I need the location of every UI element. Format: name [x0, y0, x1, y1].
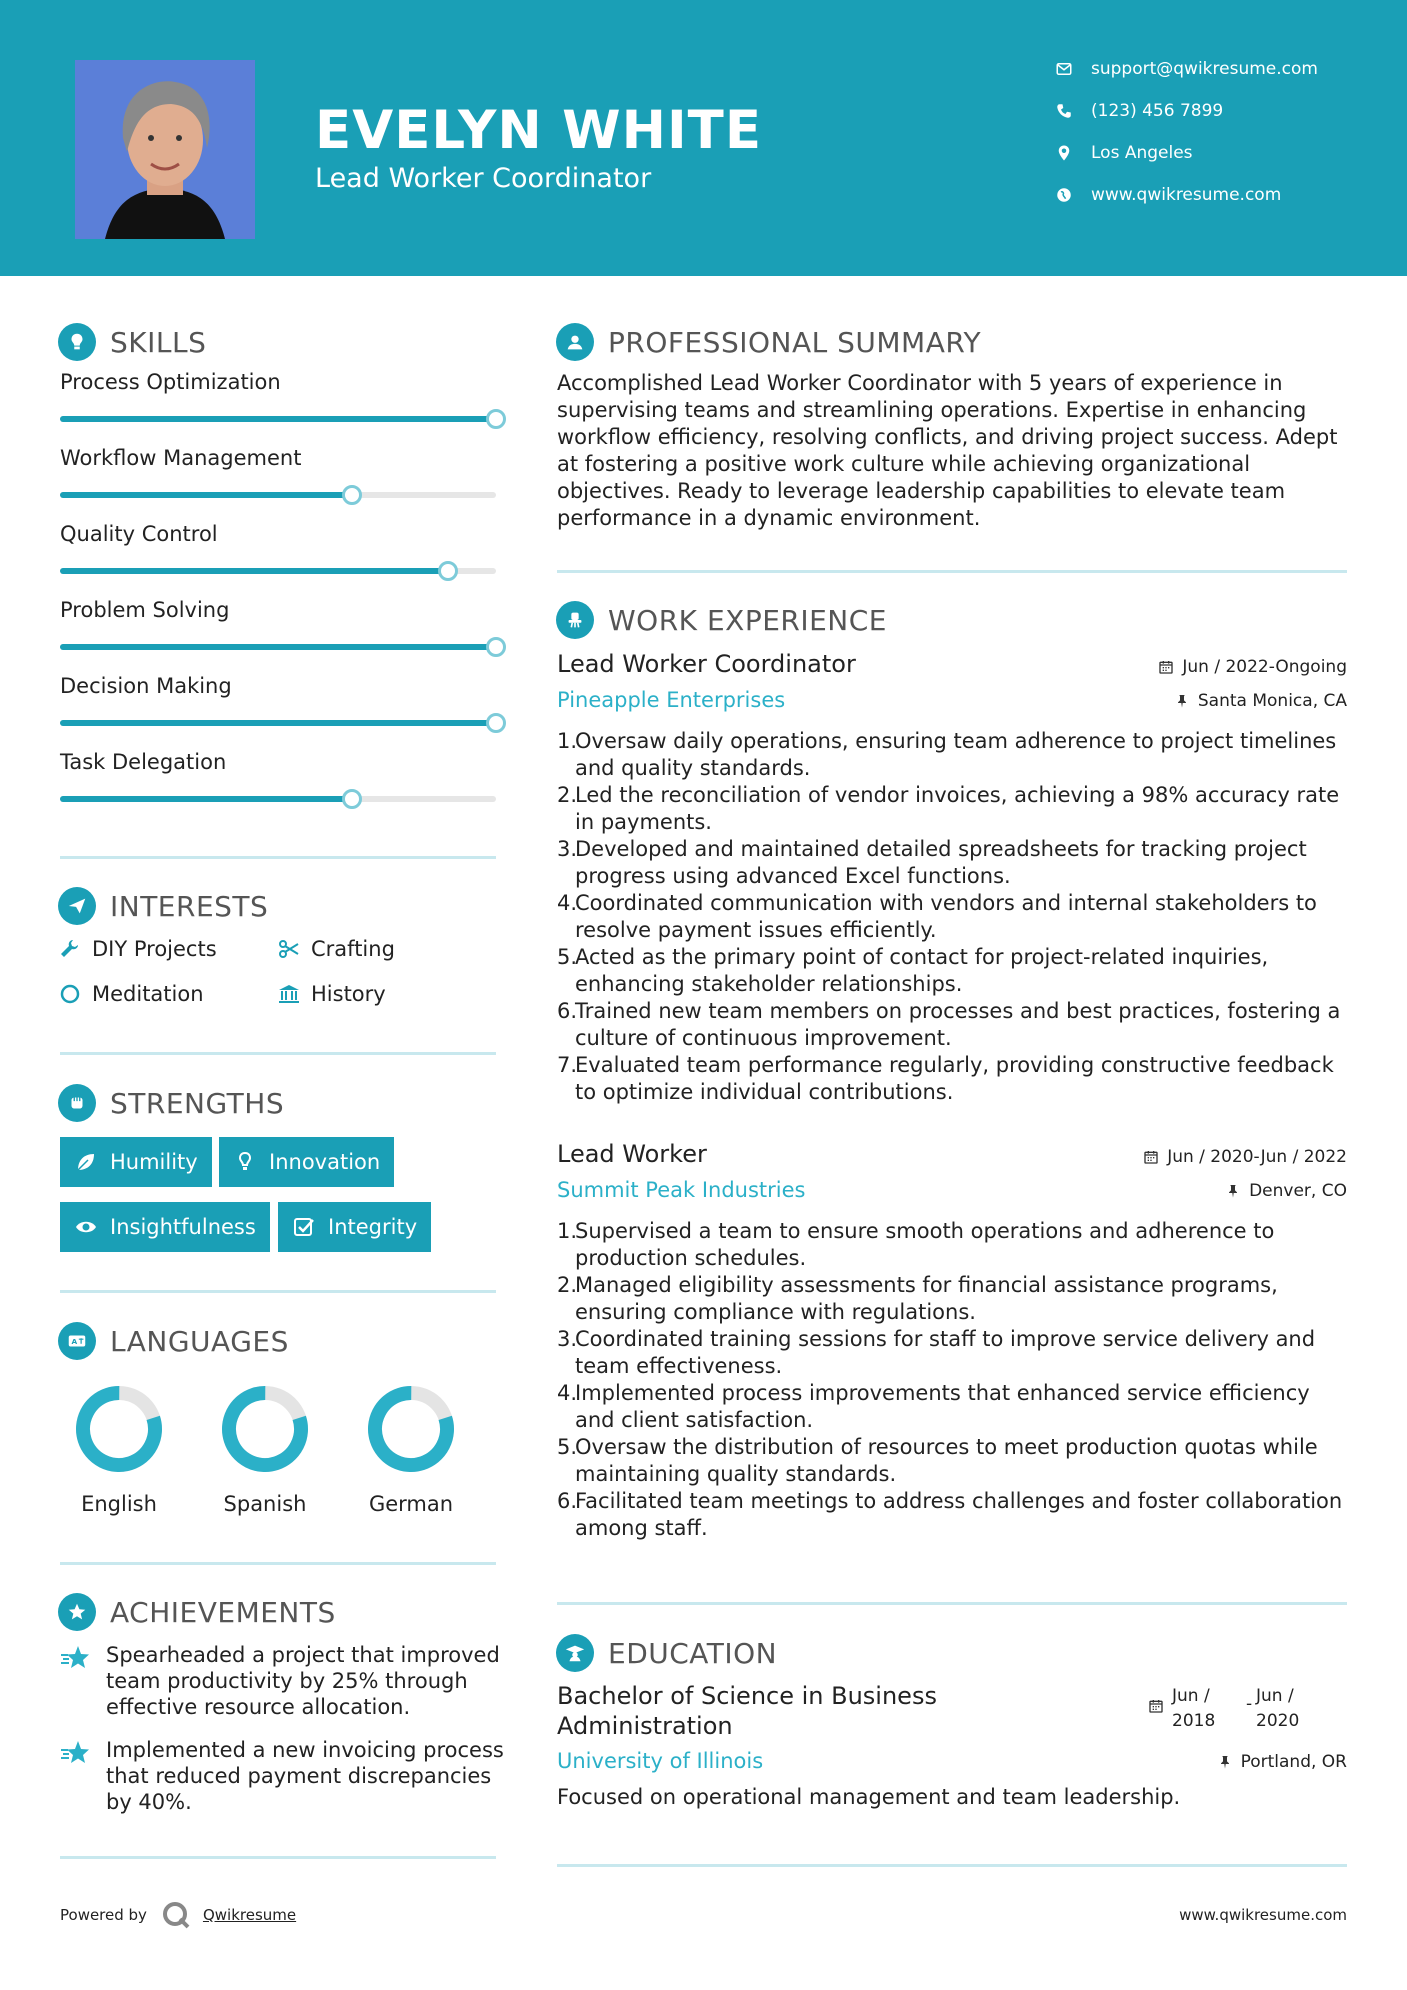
- map-pin-icon: [1055, 144, 1073, 162]
- divider: [60, 1052, 496, 1055]
- language-icon: [58, 1322, 96, 1360]
- paper-plane-icon: [58, 887, 96, 925]
- languages-heading: [58, 1322, 289, 1360]
- list-text: Acted as the primary point of contact for project-related inquiries, enhancing stakeholder relationships.: [575, 945, 1269, 996]
- job-location: [1225, 1181, 1347, 1201]
- skill-bar-knob: [438, 561, 458, 581]
- list-number: 6.: [557, 999, 578, 1023]
- education-end: [1256, 1684, 1299, 1734]
- user-icon: [556, 323, 594, 361]
- interest-item: [277, 982, 386, 1006]
- list-item: [557, 782, 1352, 836]
- graduate-icon: [556, 1634, 594, 1672]
- scissors-icon: [277, 937, 301, 961]
- strength-label: Integrity: [328, 1215, 418, 1239]
- summary-text: Accomplished Lead Worker Coordinator with 5 years of experience in supervising teams and streamlining operations. Expertise in enhancing workflow efficiency, resolving conflicts, and driving project success. Adept at fostering a positive work culture while achieving organizational objectives. Ready to leverage leadership capabilities to elevate team performance in a dynamic environment.: [557, 371, 1338, 530]
- skill-bar-knob: [342, 485, 362, 505]
- divider: [557, 1602, 1347, 1605]
- divider: [60, 1856, 496, 1859]
- contact-website[interactable]: [1055, 185, 1281, 205]
- interests-heading: [58, 887, 268, 925]
- strengths-title: STRENGTHS: [110, 1086, 285, 1120]
- phone-text: (123) 456 7899: [1091, 101, 1224, 121]
- list-text: Managed eligibility assessments for financial assistance programs, ensuring compliance with regulations.: [575, 1273, 1278, 1324]
- leaf-icon: [74, 1150, 98, 1174]
- list-number: 7.: [557, 1053, 578, 1077]
- fist-icon: [58, 1084, 96, 1122]
- summary-title: PROFESSIONAL SUMMARY: [608, 325, 982, 359]
- degree-line: Administration: [557, 1712, 733, 1740]
- job-responsibilities: [557, 728, 1352, 1106]
- powered-by-text: Powered by: [60, 1906, 147, 1924]
- location-text: Los Angeles: [1091, 143, 1193, 163]
- strength-label: Insightfulness: [110, 1215, 256, 1239]
- brand-link[interactable]: Qwikresume: [202, 1906, 297, 1924]
- list-number: 1.: [557, 1219, 578, 1243]
- strength-badge: [60, 1137, 212, 1187]
- language-donut: [74, 1384, 164, 1474]
- experience-title: WORK EXPERIENCE: [608, 603, 887, 637]
- list-number: 2.: [557, 1273, 578, 1297]
- divider: [60, 1562, 496, 1565]
- achievement-item: [60, 1737, 510, 1815]
- wrench-icon: [58, 937, 82, 961]
- strength-label: Humility: [110, 1150, 198, 1174]
- envelope-icon: [1055, 60, 1073, 78]
- skill-bar: [60, 644, 496, 650]
- list-text: Oversaw the distribution of resources to meet production quotas while maintaining quality standards.: [575, 1435, 1318, 1486]
- lightbulb-icon: [58, 323, 96, 361]
- strength-badge: [60, 1202, 270, 1252]
- list-item: [557, 728, 1352, 782]
- job-dates-text: Jun / 2020-Jun / 2022: [1167, 1147, 1347, 1167]
- list-text: Coordinated communication with vendors and internal stakeholders to resolve payment issues efficiently.: [575, 891, 1317, 942]
- interest-item: [277, 937, 395, 961]
- skill-bar-knob: [486, 637, 506, 657]
- briefcase-chair-icon: [556, 601, 594, 639]
- skill-bar: [60, 720, 496, 726]
- skill-bar: [60, 796, 496, 802]
- skill-label: Workflow Management: [60, 446, 302, 470]
- interest-label: Meditation: [92, 982, 204, 1006]
- list-item: [557, 1434, 1352, 1488]
- language-label: Spanish: [223, 1492, 307, 1516]
- list-number: 1.: [557, 729, 578, 753]
- contact-phone[interactable]: [1055, 101, 1223, 121]
- skill-label: Task Delegation: [60, 750, 227, 774]
- skill-bar: [60, 568, 496, 574]
- skills-heading: [58, 323, 206, 361]
- skills-title: SKILLS: [110, 325, 207, 359]
- candidate-title: Lead Worker Coordinator: [315, 163, 652, 194]
- interest-label: DIY Projects: [92, 937, 217, 961]
- star-badge-icon: [58, 1593, 96, 1631]
- skill-bar-fill: [60, 644, 496, 650]
- pushpin-icon: [1225, 1183, 1241, 1199]
- star-icon: [60, 1644, 92, 1672]
- language-item: [336, 1384, 486, 1516]
- list-text: Facilitated team meetings to address challenges and foster collaboration among staff.: [575, 1489, 1343, 1540]
- divider: [60, 856, 496, 859]
- list-number: 3.: [557, 837, 578, 861]
- experience-heading: [556, 601, 887, 639]
- checkbox-icon: [292, 1215, 316, 1239]
- contact-email[interactable]: [1055, 59, 1318, 79]
- list-text: Oversaw daily operations, ensuring team adherence to project timelines and quality standards.: [575, 729, 1337, 780]
- skill-bar-fill: [60, 568, 448, 574]
- date-dash: -: [1246, 1694, 1253, 1714]
- achievements-title: ACHIEVEMENTS: [110, 1595, 336, 1629]
- languages-title: LANGUAGES: [110, 1324, 289, 1358]
- education-location: [1217, 1752, 1347, 1772]
- footer-powered-by: [60, 1900, 296, 1930]
- school-name: University of Illinois: [557, 1749, 764, 1773]
- list-number: 4.: [557, 1381, 578, 1405]
- summary-heading: [556, 323, 981, 361]
- list-text: Coordinated training sessions for staff to improve service delivery and team effectiveness.: [575, 1327, 1316, 1378]
- phone-icon: [1055, 102, 1073, 120]
- skill-label: Process Optimization: [60, 370, 281, 394]
- skill-bar-fill: [60, 720, 496, 726]
- strength-label: Innovation: [269, 1150, 381, 1174]
- skill-label: Decision Making: [60, 674, 232, 698]
- degree-line: Bachelor of Science in Business: [557, 1682, 937, 1710]
- candidate-name: EVELYN WHITE: [315, 100, 763, 161]
- list-text: Led the reconciliation of vendor invoices, achieving a 98% accuracy rate in payments.: [575, 783, 1340, 834]
- pushpin-icon: [1174, 693, 1190, 709]
- qwikresume-logo-icon: [161, 1900, 191, 1930]
- divider: [557, 1864, 1347, 1867]
- job-responsibilities: [557, 1218, 1352, 1542]
- achievements-heading: [58, 1593, 336, 1631]
- list-item: [557, 944, 1352, 998]
- job-dates: [1158, 657, 1347, 677]
- language-donut: [366, 1384, 456, 1474]
- website-text: www.qwikresume.com: [1091, 185, 1282, 205]
- contact-location: [1055, 143, 1193, 163]
- skill-bar-knob: [486, 409, 506, 429]
- job-location-text: Santa Monica, CA: [1197, 691, 1347, 711]
- interest-label: Crafting: [311, 937, 395, 961]
- footer-website[interactable]: www.qwikresume.com: [1179, 1906, 1347, 1924]
- list-number: 6.: [557, 1489, 578, 1513]
- end-year: 2020: [1256, 1711, 1300, 1731]
- divider: [557, 570, 1347, 573]
- company-name: Summit Peak Industries: [557, 1178, 806, 1202]
- list-item: [557, 1218, 1352, 1272]
- language-item: [44, 1384, 194, 1516]
- list-item: [557, 1488, 1352, 1542]
- circle-icon: [58, 982, 82, 1006]
- calendar-icon: [1143, 1149, 1159, 1165]
- list-number: 4.: [557, 891, 578, 915]
- skill-bar: [60, 492, 496, 498]
- donut-fill: [366, 1384, 456, 1474]
- globe-icon: [1055, 186, 1073, 204]
- interests-title: INTERESTS: [110, 889, 269, 923]
- start-month: Jun /: [1172, 1686, 1210, 1706]
- job-location-text: Denver, CO: [1249, 1181, 1347, 1201]
- education-title: EDUCATION: [608, 1636, 778, 1670]
- language-item: [190, 1384, 340, 1516]
- resume-header: [0, 0, 1407, 276]
- education-heading: [556, 1634, 777, 1672]
- education-location-text: Portland, OR: [1240, 1752, 1347, 1772]
- strength-badge: [278, 1202, 431, 1252]
- skill-bar: [60, 416, 496, 422]
- list-item: [557, 1052, 1352, 1106]
- degree: [557, 1681, 987, 1741]
- list-item: [557, 836, 1352, 890]
- list-number: 2.: [557, 783, 578, 807]
- skill-bar-knob: [486, 713, 506, 733]
- skill-bar-fill: [60, 492, 352, 498]
- museum-icon: [277, 982, 301, 1006]
- pushpin-icon: [1217, 1754, 1233, 1770]
- education-description: Focused on operational management and team leadership.: [557, 1785, 1181, 1809]
- achievement-text: Implemented a new invoicing process that reduced payment discrepancies by 40%.: [106, 1738, 504, 1814]
- start-year: 2018: [1172, 1711, 1216, 1731]
- job-dates: [1143, 1147, 1347, 1167]
- job-title: Lead Worker Coordinator: [557, 650, 856, 678]
- list-number: 5.: [557, 945, 578, 969]
- language-label: German: [368, 1492, 454, 1516]
- language-label: English: [81, 1492, 157, 1516]
- end-month: Jun /: [1256, 1686, 1294, 1706]
- company-name: Pineapple Enterprises: [557, 688, 786, 712]
- list-number: 3.: [557, 1327, 578, 1351]
- list-item: [557, 1272, 1352, 1326]
- profile-photo: [75, 60, 255, 239]
- interest-item: [58, 937, 217, 961]
- list-text: Trained new team members on processes and best practices, fostering a culture of continuous improvement.: [575, 999, 1341, 1050]
- strengths-heading: [58, 1084, 284, 1122]
- education-start: [1172, 1684, 1246, 1734]
- interest-label: History: [311, 982, 386, 1006]
- job-title: Lead Worker: [557, 1140, 707, 1168]
- skill-label: Problem Solving: [60, 598, 230, 622]
- eye-icon: [74, 1215, 98, 1239]
- achievement-text: Spearheaded a project that improved team productivity by 25% through effective resource allocation.: [106, 1643, 500, 1719]
- skill-label: Quality Control: [60, 522, 218, 546]
- list-item: [557, 890, 1352, 944]
- language-donut: [220, 1384, 310, 1474]
- education-dates: [1148, 1684, 1299, 1734]
- achievement-item: [60, 1642, 510, 1720]
- list-number: 5.: [557, 1435, 578, 1459]
- email-text: support@qwikresume.com: [1091, 59, 1318, 79]
- donut-fill: [220, 1384, 310, 1474]
- list-item: [557, 1380, 1352, 1434]
- svg-text:A: A: [71, 1337, 78, 1347]
- divider: [60, 1290, 496, 1293]
- job-dates-text: Jun / 2022-Ongoing: [1182, 657, 1347, 677]
- interest-item: [58, 982, 204, 1006]
- lightbulb-icon: [233, 1150, 257, 1174]
- skill-bar-fill: [60, 416, 496, 422]
- list-item: [557, 1326, 1352, 1380]
- calendar-icon: [1148, 1698, 1164, 1714]
- donut-fill: [74, 1384, 164, 1474]
- list-text: Evaluated team performance regularly, providing constructive feedback to optimize individual contributions.: [575, 1053, 1334, 1104]
- list-item: [557, 998, 1352, 1052]
- strength-badge: [219, 1137, 394, 1187]
- job-location: [1174, 691, 1347, 711]
- list-text: Supervised a team to ensure smooth operations and adherence to production schedules.: [575, 1219, 1275, 1270]
- skill-bar-knob: [342, 789, 362, 809]
- list-text: Developed and maintained detailed spreadsheets for tracking project progress using advanced Excel functions.: [575, 837, 1307, 888]
- skill-bar-fill: [60, 796, 352, 802]
- list-text: Implemented process improvements that enhanced service efficiency and client satisfaction.: [575, 1381, 1310, 1432]
- calendar-icon: [1158, 659, 1174, 675]
- star-icon: [60, 1739, 92, 1767]
